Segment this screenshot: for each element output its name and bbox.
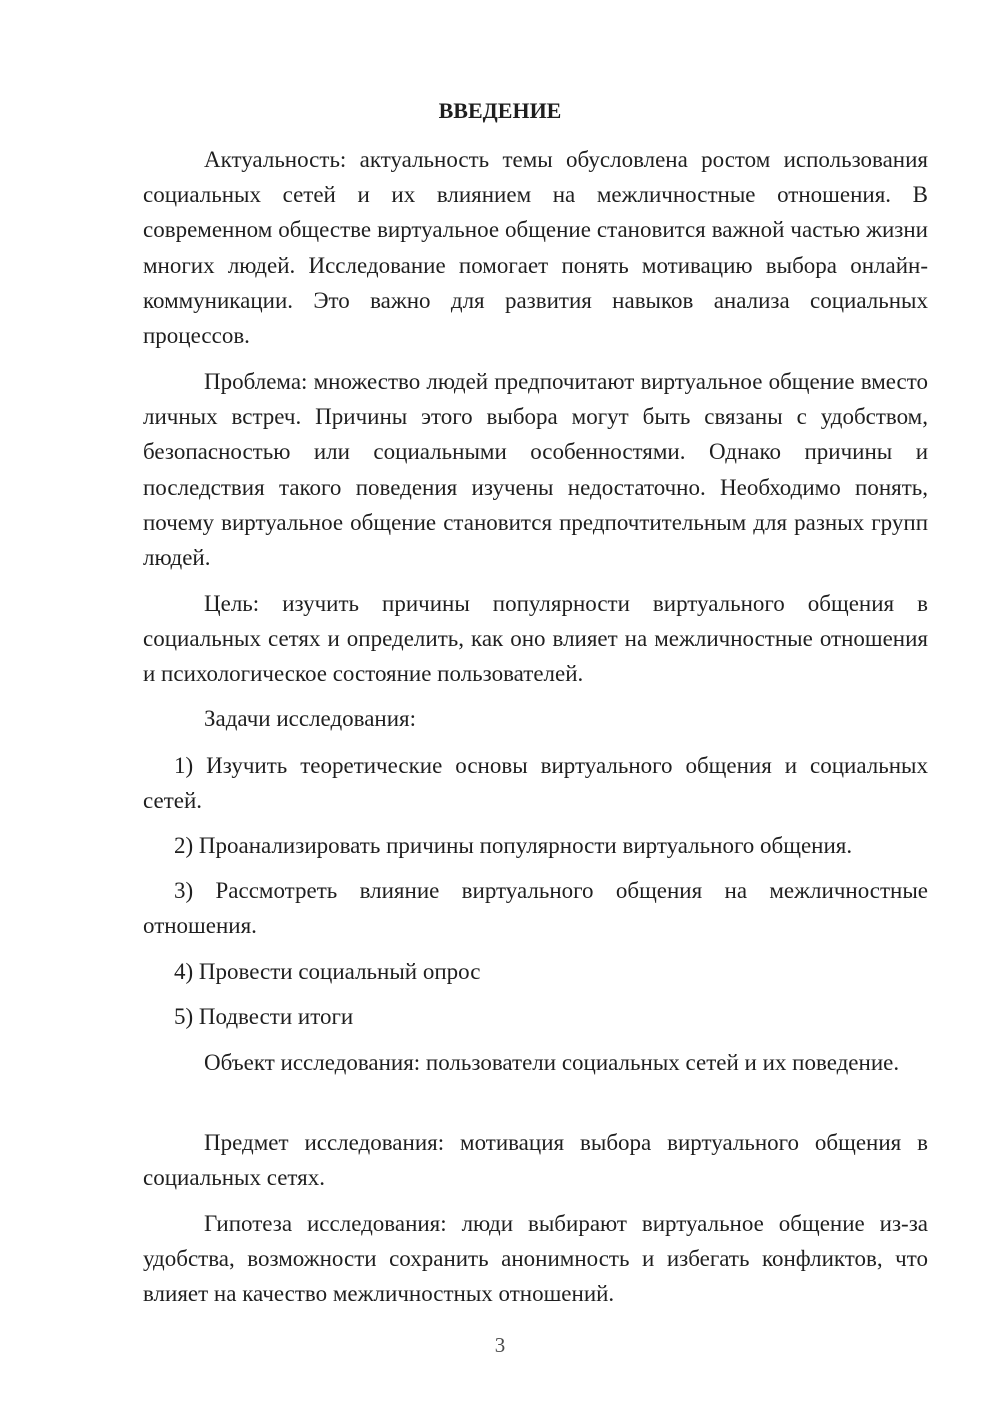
page-number: 3 [494,1333,506,1357]
task-item: 2) Проанализировать причины популярности виртуального общения. [174,833,853,858]
subject-paragraph: Предмет исследования: мотивация выбора виртуального общения в социальных сетях. [143,1130,928,1191]
relevance-paragraph: Актуальность: актуальность темы обусловлена ростом использования социальных сетей и их влиянием на межличностные отношения. В современном обществе виртуальное общение становится важной частью жизни многих людей. Исследование помогает понять мотивацию выбора онлайн-коммуникации. Это важно для развития навыков анализа социальных процессов. [143,147,928,349]
goal-paragraph: Цель: изучить причины популярности виртуального общения в социальных сетях и определить, как оно влияет на межличностные отношения и психологическое состояние пользователей. [143,591,928,687]
task-item: 4) Провести социальный опрос [174,959,481,984]
task-item: 3) Рассмотреть влияние виртуального общения на межличностные отношения. [143,878,928,939]
object-paragraph: Объект исследования: пользователи социальных сетей и их поведение. [204,1050,900,1075]
section-title: ВВЕДЕНИЕ [438,98,562,123]
task-item: 1) Изучить теоретические основы виртуального общения и социальных сетей. [143,753,928,814]
problem-paragraph: Проблема: множество людей предпочитают виртуальное общение вместо личных встреч. Причины этого выбора могут быть связаны с удобством, безопасностью или социальными особенностями. Однако причины и последствия такого поведения изучены недостаточно. Необходимо понять, почему виртуальное общение становится предпочтительным для разных групп людей. [143,369,928,571]
task-item: 5) Подвести итоги [174,1004,354,1029]
tasks-heading: Задачи исследования: [204,706,417,731]
hypothesis-paragraph: Гипотеза исследования: люди выбирают виртуальное общение из-за удобства, возможности сохранить анонимность и избегать конфликтов, что влияет на качество межличностных отношений. [143,1211,928,1307]
